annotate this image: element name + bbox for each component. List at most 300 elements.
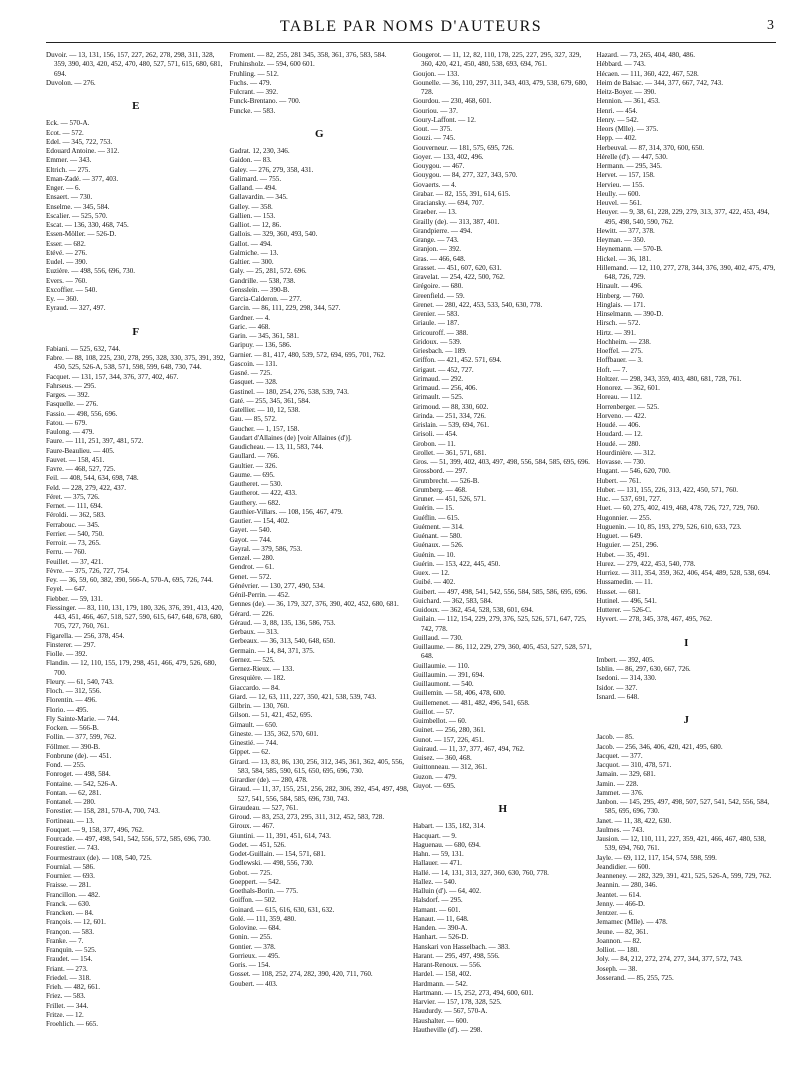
index-entry: Golé. — 111, 359, 480. bbox=[229, 914, 296, 923]
index-entry: Flandin. — 12, 110, 155, 179, 298, 451, 466, 479, 526, 680, 700. bbox=[46, 659, 219, 677]
index-entry: Ey. — 360. bbox=[46, 295, 79, 303]
index-entry: Hanskari von Hasselbach. — 383. bbox=[413, 942, 510, 951]
index-entry: Grabar. — 82, 155, 391, 614, 615. bbox=[413, 189, 511, 198]
index-entry: Gounelle. — 36, 110, 297, 311, 343, 403, 479, 538, 679, 680, 728. bbox=[413, 78, 590, 96]
index-entry: Fiebber. — 59, 131. bbox=[46, 594, 103, 603]
index-entry: Jamin. — 228. bbox=[596, 779, 639, 788]
index-entry: Hurriez. — 311, 354, 359, 362, 406, 454, 489, 528, 538, 694. bbox=[596, 569, 771, 577]
index-entry: Galliot. — 12, 86. bbox=[229, 221, 282, 229]
index-entry: Jeanneney. — 282, 329, 391, 421, 525, 526-A, 599, 729, 762. bbox=[596, 872, 772, 880]
index-entry: Jacob. — 256, 346, 406, 420, 421, 495, 680. bbox=[596, 742, 723, 751]
index-entry: Gras. — 466, 648. bbox=[413, 254, 466, 263]
index-entry: Hubet. — 35, 491. bbox=[596, 550, 650, 559]
index-entry: Hutterer. — 526-C. bbox=[596, 606, 652, 614]
index-entry: Houdé. — 406. bbox=[596, 421, 641, 429]
index-entry: Focken. — 566-B. bbox=[46, 724, 99, 732]
index-entry: Goeppert. — 542. bbox=[229, 877, 281, 886]
index-entry: Guyot. — 695. bbox=[413, 781, 456, 790]
index-entry: Giroud. — 83, 253, 273, 295, 311, 312, 452, 583, 728. bbox=[229, 813, 385, 821]
index-entry: Joannon. — 82. bbox=[596, 936, 642, 945]
index-entry: Halsdorf. — 295. bbox=[413, 896, 463, 905]
index-entry: Gardner. — 4. bbox=[229, 313, 271, 322]
index-entry: Halluin (d'). — 64, 402. bbox=[413, 887, 482, 895]
index-entry: Jausion. — 12, 110, 111, 227, 359, 421, 466, 467, 480, 538, 539, 694, 760, 761. bbox=[596, 835, 768, 853]
index-entry: Houdard. — 12. bbox=[596, 430, 643, 439]
index-entry: Escat. — 136, 330, 468, 745. bbox=[46, 221, 129, 229]
page-title: TABLE PAR NOMS D'AUTEURS bbox=[279, 18, 543, 35]
index-entry: Harant-Renoux. — 556. bbox=[413, 961, 482, 969]
index-entry: Garnier. — 81, 417, 480, 539, 572, 694, 695, 701, 762. bbox=[229, 350, 386, 359]
index-entry: Ferrabouc. — 345. bbox=[46, 520, 100, 529]
index-entry: Fassio. — 498, 556, 696. bbox=[46, 409, 118, 418]
index-entry: Gosset. — 108, 252, 274, 282, 390, 420, 711, 760. bbox=[229, 970, 373, 979]
index-entry: Ecot. — 572. bbox=[46, 128, 84, 137]
index-entry: Ferroir. — 73, 265. bbox=[46, 539, 101, 547]
index-entry: Honorez. — 362, 601. bbox=[596, 384, 660, 392]
index-entry: Huguier. — 251, 296. bbox=[596, 541, 659, 550]
index-entry: Isnard. — 648. bbox=[596, 692, 640, 701]
index-entry: Gastinel. — 180, 254, 276, 538, 539, 743. bbox=[229, 387, 349, 396]
index-entry: Goubert. — 403. bbox=[229, 979, 278, 988]
index-entry: Hewitt. — 377, 378. bbox=[596, 226, 655, 235]
index-entry: Gresquière. — 182. bbox=[229, 674, 286, 683]
index-entry: Guillaumont. — 540. bbox=[413, 680, 474, 688]
index-entry: Enselme. — 345, 584. bbox=[46, 202, 110, 211]
index-entry: Gaudart d'Allaines (de) [voir Allaines (d')]. bbox=[229, 433, 352, 442]
index-entry: Hickel. — 36, 181. bbox=[596, 254, 651, 263]
index-entry: Finsterer. — 297. bbox=[46, 640, 96, 649]
index-entry: Jammet. — 376. bbox=[596, 788, 644, 797]
index-entry: Giuntini. — 11, 391, 451, 614, 743. bbox=[229, 831, 331, 840]
index-entry: Gautherot. — 422, 433. bbox=[229, 489, 297, 498]
index-entry: Hazard. — 73, 265, 404, 480, 486. bbox=[596, 51, 696, 59]
index-entry: Gimault. — 650. bbox=[229, 720, 278, 729]
index-entry: Hautheville (d'). — 298. bbox=[413, 1025, 483, 1034]
index-entry: Gatellier. — 10, 12, 538. bbox=[229, 406, 301, 414]
index-entry: Génévrier. — 130, 277, 490, 534. bbox=[229, 581, 325, 590]
index-entry: Hugonnier. — 255. bbox=[596, 513, 652, 522]
index-entry: Gaucher. — 1, 157, 158. bbox=[229, 424, 300, 433]
index-entry: Isidor. — 327. bbox=[596, 683, 638, 692]
index-column-1 bbox=[46, 51, 226, 1035]
index-entry: Giroux. — 467. bbox=[229, 822, 275, 831]
index-entry: Guillot. — 57. bbox=[413, 707, 455, 716]
index-entry: Fraudet. — 154. bbox=[46, 955, 93, 964]
index-entry: Husset. — 681. bbox=[596, 587, 641, 596]
index-entry: Fourestier. — 743. bbox=[46, 844, 100, 853]
index-entry: Fleury. — 61, 540, 743. bbox=[46, 677, 114, 686]
index-entry: Gourdou. — 230, 468, 601. bbox=[413, 97, 492, 106]
index-entry: Guillaumie. — 110. bbox=[413, 661, 470, 670]
index-entry: Feyel. — 647. bbox=[46, 585, 87, 594]
index-entry: Gensslein. — 390-B. bbox=[229, 285, 290, 294]
index-entry: Fey. — 36, 59, 60, 382, 390, 566-A, 570-A, 695, 726, 744. bbox=[46, 576, 214, 584]
index-entry: Hervet. — 157, 158. bbox=[596, 171, 655, 180]
index-entry: Garic. — 468. bbox=[229, 322, 271, 331]
index-entry: Gayral. — 379, 586, 753. bbox=[229, 544, 303, 553]
index-entry: Guénant. — 580. bbox=[413, 532, 462, 540]
index-entry: Gallavardin. — 345. bbox=[229, 193, 288, 202]
index-entry: Galy. — 25, 281, 572. 696. bbox=[229, 267, 307, 276]
index-entry: Jenny. — 466-D. bbox=[596, 899, 645, 908]
index-entry: Guiraud. — 11, 37, 377, 467, 494, 762. bbox=[413, 744, 525, 753]
index-entry: Giraudeau. — 527, 761. bbox=[229, 803, 299, 812]
index-entry: Imbert. — 392, 405. bbox=[596, 655, 655, 664]
index-entry: Hérelle (d'). — 447, 530. bbox=[596, 152, 668, 161]
index-entry: Gallois. — 329, 360, 493, 540. bbox=[229, 230, 318, 239]
index-entry: Jolliot. — 180. bbox=[596, 946, 640, 954]
index-entry: Guéflin. — 615. bbox=[413, 513, 460, 522]
index-entry: Edel. — 345, 722, 753. bbox=[46, 137, 113, 146]
index-entry: Grailly (de). — 313, 387, 401. bbox=[413, 217, 500, 226]
index-entry: Guimbellot. — 60. bbox=[413, 717, 467, 725]
index-entry: Hochheim. — 238. bbox=[596, 337, 651, 346]
index-entry: Hanaut. — 11, 648. bbox=[413, 914, 469, 923]
index-entry: Horeau. — 112. bbox=[596, 393, 642, 402]
index-entry: Duvolon. — 276. bbox=[46, 78, 96, 87]
index-entry: Gros. — 51, 399, 402, 403, 497, 498, 556, 584, 585, 695, 696. bbox=[413, 458, 590, 466]
index-entry: Hacquart. — 9. bbox=[413, 831, 457, 840]
index-entry: Friez. — 583. bbox=[46, 992, 86, 1001]
index-entry: Jemamec (Mlle). — 478. bbox=[596, 918, 668, 927]
index-entry: Guillaume. — 86, 112, 229, 279, 360, 405, 453, 527, 528, 571, 648. bbox=[413, 643, 594, 661]
index-columns bbox=[46, 51, 776, 1035]
index-entry: Gouygou. — 84, 277, 327, 343, 570. bbox=[413, 171, 518, 180]
index-entry: Garcia-Calderon. — 277. bbox=[229, 295, 302, 303]
index-entry: Hinselmann. — 390-D. bbox=[596, 310, 664, 318]
index-entry: Huet. — 60, 275, 402, 419, 468, 478, 726, 727, 729, 760. bbox=[596, 504, 760, 513]
index-entry: Fuchs. — 479. bbox=[229, 78, 272, 87]
index-entry: Grimoud. — 88, 330, 602. bbox=[413, 402, 489, 411]
index-entry: Jeune. — 82, 361. bbox=[596, 927, 649, 936]
index-entry: Guidoux. — 362, 454, 528, 538, 601, 694. bbox=[413, 606, 534, 614]
index-column-4 bbox=[597, 51, 777, 1035]
index-entry: Jacquot. — 310, 478, 571. bbox=[596, 761, 672, 769]
index-entry: Fly Sainte-Marie. — 744. bbox=[46, 714, 120, 723]
index-entry: Hartmann. — 15, 252, 273, 494, 600, 601. bbox=[413, 988, 534, 997]
index-entry: Jacob. — 85. bbox=[596, 733, 634, 742]
index-entry: Essen-Möller. — 526-D. bbox=[46, 230, 117, 239]
index-entry: Jeannin. — 280, 346. bbox=[596, 881, 658, 890]
index-entry: Gonin. — 255. bbox=[229, 933, 273, 942]
index-entry: Florio. — 495. bbox=[46, 705, 89, 714]
index-entry: Fulcrant. — 392. bbox=[229, 88, 278, 96]
index-entry: Grislain. — 539, 694, 761. bbox=[413, 421, 490, 429]
index-entry: Fasquelle. — 276. bbox=[46, 400, 99, 409]
page-header bbox=[46, 14, 776, 43]
index-entry: Farges. — 392. bbox=[46, 391, 90, 399]
index-entry: Gennes (de). — 36, 179, 327, 376, 390, 402, 452, 680, 681. bbox=[229, 600, 399, 609]
index-entry: Gaume. — 695. bbox=[229, 470, 275, 479]
index-entry: Escalier. — 525, 570. bbox=[46, 211, 108, 220]
index-entry: Fournial. — 586. bbox=[46, 862, 95, 871]
index-entry: Goethals-Borin. — 775. bbox=[229, 887, 299, 895]
index-entry: Grimaud. — 292. bbox=[413, 374, 464, 383]
index-entry: Gallien. — 153. bbox=[229, 211, 276, 220]
index-entry: Faulong. — 479. bbox=[46, 428, 95, 436]
index-entry: Fournier. — 693. bbox=[46, 872, 95, 880]
index-entry: Genzel. — 280. bbox=[229, 554, 275, 562]
index-entry: Guichard. — 362, 583, 584. bbox=[413, 596, 493, 605]
index-column-2 bbox=[230, 51, 410, 1035]
index-entry: Gayot. — 744. bbox=[229, 535, 272, 544]
index-entry: Eltrich. — 275. bbox=[46, 165, 91, 174]
index-entry: Haudurdy. — 567, 570-A. bbox=[413, 1007, 488, 1016]
index-entry: Galey. — 276, 279, 358, 431. bbox=[229, 165, 314, 174]
index-entry: Giard. — 12, 63, 111, 227, 350, 421, 538, 539, 743. bbox=[229, 692, 377, 701]
index-entry: Gasné. — 725. bbox=[229, 369, 273, 377]
index-entry: Hardmann. — 542. bbox=[413, 979, 468, 988]
index-entry: Jeandidier. — 600. bbox=[596, 862, 651, 871]
index-entry: Hervieu. — 155. bbox=[596, 180, 645, 189]
index-entry: Friedel. — 318. bbox=[46, 973, 91, 982]
index-entry: Gerbeaux. — 36, 313, 540, 648, 650. bbox=[229, 637, 336, 646]
index-entry: Hugant. — 546, 620, 700. bbox=[596, 467, 671, 476]
index-entry: Gauthery. — 682. bbox=[229, 498, 281, 507]
section-letter: F bbox=[132, 325, 140, 338]
index-entry: Guilain. — 112, 154, 229, 279, 376, 525, 526, 571, 647, 725, 742, 778. bbox=[413, 615, 589, 633]
index-entry: Guisez. — 360, 468. bbox=[413, 754, 472, 762]
index-entry: Gobot. — 725. bbox=[229, 868, 273, 877]
index-entry: Géraud. — 3, 88, 135, 136, 586, 753. bbox=[229, 618, 336, 627]
index-entry: Hallauer. — 471. bbox=[413, 859, 462, 868]
index-entry: Grobon. — 11. bbox=[413, 439, 456, 448]
index-entry: Hallez. — 540. bbox=[413, 877, 457, 886]
index-entry: Heim de Balsac. — 344, 377, 667, 742, 743. bbox=[596, 78, 723, 87]
index-entry: Jentzer. — 6. bbox=[596, 909, 634, 917]
index-entry: Hepp. — 402. bbox=[596, 134, 637, 143]
index-entry: Genet. — 572. bbox=[229, 572, 272, 581]
index-entry: Guillemin. — 58, 406, 478, 600. bbox=[413, 689, 506, 698]
index-entry: Gontier. — 378. bbox=[229, 942, 276, 951]
index-entry: Joly. — 84, 212, 272, 274, 277, 344, 377, 572, 743. bbox=[596, 955, 743, 964]
index-entry: Evers. — 760. bbox=[46, 276, 87, 285]
index-entry: Franquin. — 525. bbox=[46, 946, 97, 954]
index-entry: Guibé. — 402. bbox=[413, 578, 456, 587]
index-entry: Hoft. — 7. bbox=[596, 365, 628, 374]
index-entry: Hillemand. — 12, 110, 277, 278, 344, 376, 390, 402, 475, 479, 648, 726, 729. bbox=[596, 263, 777, 281]
section-letter: J bbox=[683, 714, 689, 726]
index-entry: Goyer. — 133, 402, 496. bbox=[413, 152, 484, 161]
index-entry: Harant. — 295, 497, 498, 556. bbox=[413, 951, 500, 960]
index-entry: Habart. — 135, 182, 314. bbox=[413, 822, 486, 831]
index-entry: Faure. — 111, 251, 397, 481, 572. bbox=[46, 437, 144, 446]
index-entry: Follin. — 377, 599, 762. bbox=[46, 733, 117, 742]
index-entry: Fiolle. — 392. bbox=[46, 650, 88, 658]
index-entry: Jeantet. — 614. bbox=[596, 890, 642, 899]
index-entry: Fabre. — 88, 108, 225, 230, 278, 295, 328, 330, 375, 391, 392, 450, 525, 526-A, 538, 571, 598, 599, 648, 730, 744. bbox=[46, 354, 228, 372]
index-entry: Fonbrune (de). — 451. bbox=[46, 751, 112, 760]
index-entry: Fiessinger. — 83, 110, 131, 179, 180, 326, 376, 391, 413, 420, 443, 451, 466, 467, 518, 527, 590, 615, 647, 648, 678, 680, 705, 727, 760, 761. bbox=[46, 603, 226, 631]
index-entry: Isedoni. — 314, 330. bbox=[596, 674, 657, 683]
index-entry: Guittonneau. — 312, 361. bbox=[413, 763, 488, 772]
index-entry: Féret. — 375, 726. bbox=[46, 492, 100, 501]
index-entry: Griesbach. — 189. bbox=[413, 347, 467, 355]
index-entry: Gout. — 375. bbox=[413, 125, 453, 133]
index-entry: Girardier (de). — 280, 478. bbox=[229, 776, 308, 784]
index-entry: Funcke. — 583. bbox=[229, 106, 276, 115]
index-entry: Gautier. — 154, 402. bbox=[229, 517, 290, 525]
index-entry: Hutinel. — 496, 541. bbox=[596, 596, 657, 605]
index-entry: Grimaud. — 256, 406. bbox=[413, 384, 478, 392]
index-entry: Horveno. — 422. bbox=[596, 411, 647, 420]
index-entry: Euzière. — 498, 556, 696, 730. bbox=[46, 267, 136, 276]
index-entry: Goiffon. — 502. bbox=[229, 896, 277, 905]
index-entry: Garipuy. — 136, 586. bbox=[229, 341, 292, 350]
index-entry: Grenet. — 280, 422, 453, 533, 540, 630, 778. bbox=[413, 300, 543, 309]
index-entry: Grumbrecht. — 526-B. bbox=[413, 476, 480, 485]
index-entry: Gaultier. — 326. bbox=[229, 461, 278, 470]
index-entry: Galland. — 494. bbox=[229, 184, 277, 192]
section-letter: H bbox=[498, 803, 508, 815]
index-entry: Gricouroff. — 388. bbox=[413, 328, 469, 337]
index-entry: Guillaumin. — 391, 694. bbox=[413, 670, 485, 679]
index-entry: Feld. — 228, 279, 422, 437. bbox=[46, 483, 127, 492]
index-entry: Esser. — 682. bbox=[46, 239, 86, 248]
section-letter: I bbox=[684, 636, 689, 649]
index-entry: Duvoir. — 13, 131, 156, 157, 227, 262, 278, 298, 311, 328, 359, 390, 403, 420, 452, 470, 480, 527, 571, 615, 680, 681, 694. bbox=[46, 51, 225, 78]
index-entry: Godlewski. — 498, 556, 730. bbox=[229, 859, 314, 868]
index-entry: Hahn. — 59, 131. bbox=[413, 850, 464, 858]
index-entry: Goury-Laffont. — 12. bbox=[413, 115, 476, 124]
index-entry: Grandpierre. — 494. bbox=[413, 226, 473, 235]
index-entry: Hécaen. — 111, 360, 422, 467, 528. bbox=[596, 69, 699, 78]
index-entry: Gridoux. — 539. bbox=[413, 337, 462, 346]
index-entry: Föllmer. — 390-B. bbox=[46, 742, 100, 751]
index-entry: Facquet. — 131, 157, 344, 376, 377, 402, 467. bbox=[46, 372, 179, 381]
index-entry: Hubert. — 761. bbox=[596, 476, 642, 485]
index-entry: Gaudicheau. — 13, 11, 583, 744. bbox=[229, 443, 324, 451]
index-entry: Heors (Mlle). — 375. bbox=[596, 125, 659, 133]
index-entry: Garcin. — 86, 111, 229, 298, 344, 527. bbox=[229, 304, 341, 313]
index-entry: Guillemenet. — 481, 482, 496, 541, 658. bbox=[413, 698, 530, 707]
index-entry: Gérard. — 226. bbox=[229, 609, 275, 618]
index-entry: Fraisse. — 281. bbox=[46, 881, 91, 890]
index-entry: Hyvert. — 278, 345, 378, 467, 495, 762. bbox=[596, 615, 712, 624]
index-entry: Gernez. — 525. bbox=[229, 655, 275, 664]
index-entry: Hennion. — 361, 453. bbox=[596, 97, 660, 106]
index-entry: Fabiani. — 525, 632, 744. bbox=[46, 344, 121, 353]
index-entry: Ferrier. — 540, 750. bbox=[46, 529, 104, 538]
index-entry: Frillet. — 344. bbox=[46, 1001, 89, 1010]
index-entry: Fatou. — 679. bbox=[46, 418, 87, 427]
index-entry: Fruhling. — 512. bbox=[229, 69, 279, 78]
index-entry: Grossbord. — 297. bbox=[413, 467, 468, 476]
index-entry: Gaidon. — 83. bbox=[229, 156, 272, 165]
index-entry: Handen. — 390-A. bbox=[413, 924, 468, 932]
index-entry: Golovine. — 684. bbox=[229, 924, 281, 932]
index-entry: Gouriou. — 37. bbox=[413, 106, 458, 115]
index-entry: Henri. — 454. bbox=[596, 106, 638, 115]
index-entry: Hoffbauer. — 3. bbox=[596, 356, 643, 365]
index-entry: Favre. — 468, 527, 725. bbox=[46, 465, 116, 473]
index-entry: Griaule. — 187. bbox=[413, 319, 460, 328]
index-entry: Grégoire. — 680. bbox=[413, 282, 464, 291]
index-entry: Féroldi. — 362, 583. bbox=[46, 511, 106, 520]
index-entry: Jacquet. — 377. bbox=[596, 751, 643, 760]
index-entry: Hardel. — 158, 402. bbox=[413, 970, 472, 979]
index-entry: François. — 12, 601. bbox=[46, 918, 106, 927]
index-entry: Gippet. — 62. bbox=[229, 748, 271, 757]
index-entry: Frieh. — 482, 661. bbox=[46, 983, 100, 991]
index-entry: Horrenberger. — 525. bbox=[596, 402, 660, 411]
index-entry: Hinberg. — 760. bbox=[596, 291, 645, 300]
index-entry: Hussamedin. — 11. bbox=[596, 578, 653, 587]
index-entry: Janbon. — 145, 295, 497, 498, 507, 527, 541, 542, 556, 584, 585, 695, 696, 730. bbox=[596, 798, 771, 816]
index-entry: Fourcade. — 497, 498, 541, 542, 556, 572, 585, 696, 730. bbox=[46, 835, 211, 843]
index-entry: Gayet. — 540. bbox=[229, 526, 272, 535]
index-entry: Grenier. — 583. bbox=[413, 310, 460, 318]
index-entry: Guzon. — 479. bbox=[413, 772, 457, 781]
index-entry: Fourmestraux (de). — 108, 540, 725. bbox=[46, 853, 152, 862]
index-entry: Ensaert. — 730. bbox=[46, 193, 93, 202]
index-entry: Guénin. — 10. bbox=[413, 550, 456, 559]
index-entry: Floch. — 312, 556. bbox=[46, 687, 102, 695]
index-entry: Heuvel. — 561. bbox=[596, 199, 642, 207]
index-entry: Forestier. — 158, 281, 570-A, 700, 743. bbox=[46, 807, 160, 816]
index-entry: Gauthier-Villars. — 108, 156, 467, 479. bbox=[229, 507, 343, 516]
index-entry: Griffon. — 421, 452. 571, 694. bbox=[413, 356, 502, 365]
index-entry: Hermann. — 295, 345. bbox=[596, 162, 662, 170]
index-entry: Gouzi. — 745. bbox=[413, 134, 456, 143]
index-entry: Josserand. — 85, 255, 725. bbox=[596, 973, 674, 982]
index-entry: Guex. — 12. bbox=[413, 569, 450, 577]
index-entry: Hinault. — 496. bbox=[596, 282, 643, 291]
index-entry: Jayle. — 69, 112, 117, 154, 574, 598, 599. bbox=[596, 853, 717, 862]
index-entry: Hoeffel. — 275. bbox=[596, 347, 643, 355]
index-entry: Franke. — 7. bbox=[46, 936, 84, 945]
index-entry: Granjon. — 392. bbox=[413, 245, 462, 254]
index-entry: Haguenau. — 680, 694. bbox=[413, 840, 481, 849]
index-entry: Guérin. — 153, 422, 445, 450. bbox=[413, 559, 501, 568]
index-entry: Haushalter. — 600. bbox=[413, 1016, 469, 1025]
index-entry: Gravelat. — 254, 422, 500, 762. bbox=[413, 273, 505, 281]
index-entry: Gruner. — 451, 526, 571. bbox=[413, 495, 486, 503]
index-entry: Janet. — 11, 38, 422, 630. bbox=[596, 816, 672, 825]
index-entry: Harvier. — 157, 178, 328, 525. bbox=[413, 998, 502, 1006]
index-entry: Huber. — 131, 155, 226, 313, 422, 450, 571, 760. bbox=[596, 485, 738, 494]
index-entry: Gouygou. — 467. bbox=[413, 162, 465, 170]
index-entry: Isblin. — 86, 297, 630, 667, 726. bbox=[596, 665, 691, 673]
index-entry: Guément. — 314. bbox=[413, 522, 464, 531]
page-number: 3 bbox=[767, 18, 774, 33]
index-entry: Galmiche. — 13. bbox=[229, 248, 279, 257]
index-entry: Guénaux. — 526. bbox=[413, 541, 464, 550]
index-entry: Faure-Beaulieu. — 405. bbox=[46, 446, 115, 455]
index-entry: Hourdinière. — 312. bbox=[596, 448, 656, 457]
index-entry: Huguenin. — 10, 85, 193, 279, 526, 610, 633, 723. bbox=[596, 522, 742, 531]
index-entry: Fahrseus. — 295. bbox=[46, 381, 97, 390]
index-entry: Gilson. — 51, 421, 452, 695. bbox=[229, 711, 313, 720]
index-entry: Fontan. — 62, 281. bbox=[46, 788, 102, 797]
index-entry: Grumberg. — 468. bbox=[413, 485, 467, 494]
index-entry: Henry. — 542. bbox=[596, 115, 639, 124]
index-entry: Greenfield. — 59. bbox=[413, 291, 465, 300]
index-entry: Gougerot. — 11, 12, 82, 110, 178, 225, 227, 295, 327, 329, 360, 420, 421, 450, 480, 538, 693, 694, 761. bbox=[413, 51, 583, 69]
index-entry: Franck. — 630. bbox=[46, 899, 91, 908]
index-entry: Hovasse. — 730. bbox=[596, 458, 646, 466]
index-entry: Huc. — 537, 691, 727. bbox=[596, 495, 662, 503]
index-entry: Feil. — 408, 544, 634, 698, 748. bbox=[46, 474, 139, 483]
index-entry: Hirsch. — 572. bbox=[596, 319, 641, 328]
index-entry: Funck-Brentano. — 700. bbox=[229, 97, 301, 106]
index-entry: Hurez. — 279, 422, 453, 540, 778. bbox=[596, 559, 696, 568]
index-entry: Goinard. — 615, 616, 630, 631, 632. bbox=[229, 905, 335, 914]
index-entry: Gau. — 85, 572. bbox=[229, 415, 277, 424]
index-entry: Guérin. — 15. bbox=[413, 504, 454, 513]
index-entry: Fonroget. — 498, 584. bbox=[46, 770, 111, 779]
index-entry: Eyraud. — 327, 497. bbox=[46, 304, 106, 313]
